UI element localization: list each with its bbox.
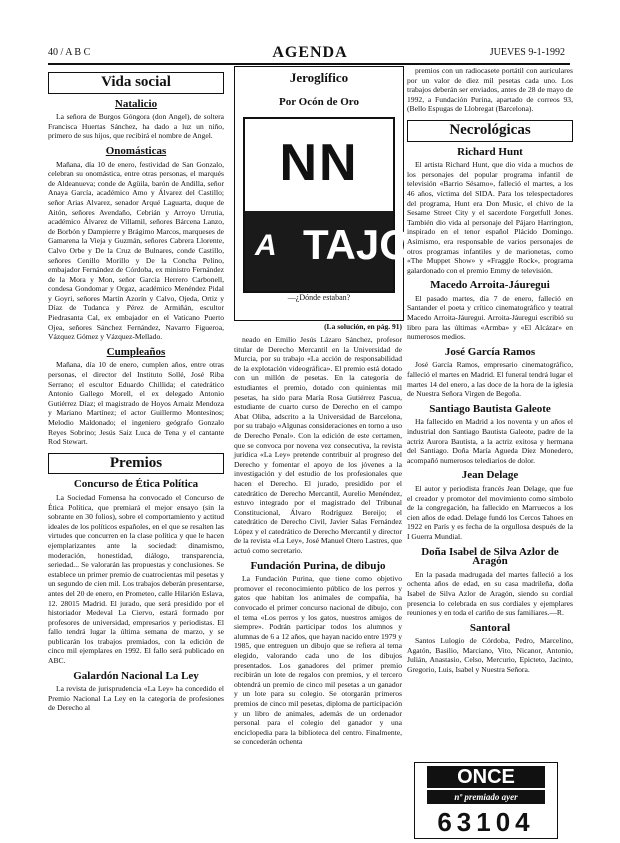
onomasticas-text: Mañana, día 10 de enero, festividad de San Gonzalo, celebran su onomástica, entre otras personas, el marqués de Aldeanueva; conde de Agüila, barón de Andilla, señor Anaya García, académico Amo y Álvarez del Castillo; señor Arias Alvarez, senador Arqué Laguarta, duque de Aitón, señores Avendaño, Cebrián y Arroyo Urrutia, académico Álvarez de Villamil, señores Bárcena Lanzo, de Borbón y Dampierre y Brágimo Marcos, marqueses de Gamarena la Vieja y Guzmán, señores Cabrera Llorente, Calvo Orbe y De la Cruz de Bulnares, conde Castillo, señores Cenillo Morillo y De la Concha Pelino, embajador Fernández de Córdoba, ex ministro Fernández de la Mora y Mon, señor García Herrero Carbonell, condesa Gondomar y Orgaz, académico Menéndez Pidal y Goyri, señores Martín Azorín y Calvo, Ojeda, Ortiz y Díaz de Tudanca y Pérez de Armiñán, escultor Piedrasanta Cal, ex embajador en el Vaticano Puerto Ojea, señores Sánchez Fernández, Navarro Figueroa, Vázquez Gómez y Vázquez-Mellado. <box>48 159 224 342</box>
hunt-heading: Richard Hunt <box>457 145 523 158</box>
column-right <box>407 66 573 675</box>
vida-social-title: Vida social <box>48 72 224 94</box>
necrologicas-title: Necrológicas <box>407 120 573 142</box>
delage-text: El autor y periodista francés Jean Delage, que fue el creador y promotor del movimiento como símbolo de la congregación, ha fallecido en Marruecos a los cien años de edad. Delage fundó los Cercos Tahoes en 1922 en París y es fecha de la orgullosa después de la I Guerra Mundial. <box>407 483 573 541</box>
etica-text: La Sociedad Fomensa ha convocado el Concurso de Ética Política, que premiará el mejor ensayo (sin la sobrante en 30 folios), sobre el comportamiento y actitud ideales de los políticos españoles, en el que se resalten las virtudes que concurren en la clase política y que le hacen ejemplarizantes ante la sociedad: dinamismo, moderación, honestidad, diálogo, transparencia, seriedad... Se valorarán las propuestas y conclusiones. Se establece un primer premio de cuatrocientas mil pesetas y un segundo de cien mil. Los trabajos deberán presentarse, antes del 20 de enero, en Prometeo, calle Hilarión Eslava, 12. 28015 Madrid. El jurado, que será presidido por el historiador Medeval La Ciervo, estará formado por profesores de universidad, empresarios y periodistas. El fallo tendrá lugar la última semana de marzo, y se publicarán los trabajos premiados, con la edición de cinco mil ejemplares en 1992. El fallo será publicado en ABC. <box>48 492 224 666</box>
section-title: AGENDA <box>272 44 348 61</box>
natalicio-heading: Natalicio <box>114 97 158 110</box>
galeote-heading: Santiago Bautista Galeote <box>429 402 551 415</box>
cumpleanos-heading: Cumpleaños <box>106 345 166 358</box>
silva-text: En la pasada madrugada del martes falleció a los ochenta años de edad, en su casa madrileña, doña Isabel de Silva Azlor de Aragón, siendo su cordial presencia lo celebrada en sus cordiales y ejemplares reuniones y en toda el cariño de sus familiares.—R. <box>407 569 573 618</box>
silva-heading: Doña Isabel de Silva Azlor de Aragón <box>421 545 559 568</box>
once-lottery-box <box>414 762 558 839</box>
delage-heading: Jean Delage <box>461 469 519 482</box>
puzzle-a: A <box>255 229 277 262</box>
hunt-text: El artista Richard Hunt, que dio vida a muchos de los personajes del popular programa infantil de televisión «Barrio Sésamo», falleció el martes, a los 46 años, víctima del SIDA. Para los telespectadores del programa, Hunt era Don Music, el chivo de la Sesame Street City y el sacerdote Forgetfull Jones. También dio vida al personaje del Pájaro Harrington, inspirado en el tenor español Plácido Domingo. Asimismo, era responsable de varios personajes de otros programas infantiles y de marionetas, como «The Muppet Show» y «Fraggle Rock», programa galardonado con el premio Emmy de televisión. <box>407 160 573 275</box>
arroita-text: El pasado martes, día 7 de enero, falleció en Santander el poeta y crítico cinematográfico y teatral Macedo Arroita-Jáuregui. Arroita-Jáuregui escribió su libro para las últimas «Armba» y «El Alcázar» en numerosos medios. <box>407 293 573 342</box>
ramos-heading: José García Ramos <box>444 345 536 358</box>
purina-continued-text: premios con un radiocasete portátil con auriculares por un valor de diez mil pesetas cada uno. Los trabajos deberán ser enviados, antes de 28 de mayo de 1992, a Fundación Purina, apartado de correos 93, (Bello Espugas de Llobregat (Barcelona). <box>407 66 573 114</box>
puzzle-tajo: TAJO <box>303 221 412 268</box>
premios-title: Premios <box>48 453 224 475</box>
page-number: 40 / A B C <box>48 47 91 58</box>
column-middle <box>234 335 402 747</box>
once-subtitle: nº premiado ayer <box>427 790 545 804</box>
jeroglifico-author: Por Ocón de Oro <box>279 96 359 108</box>
column-left <box>48 66 224 713</box>
santoral-heading: Santoral <box>469 621 511 634</box>
jeroglifico-title: Jeroglífico <box>289 70 349 85</box>
ley-text: La revista de jurisprudencia «La Ley» ha concedido el Premio Nacional La Ley en la categoría de profesiones de Derecho al <box>48 684 224 713</box>
puzzle-nn: NN <box>279 134 359 192</box>
santoral-text: Santos Lulogio de Córdoba, Pedro, Marcelino, Agatón, Basilio, Marciano, Vito, Nicanor, Antonio, Julián, Anastasio, Celso, Mercurio, Epicteto, Jacinto, Gregorio, Luis, Isabel y Nuestra Señora. <box>407 636 573 675</box>
ramos-text: José García Ramos, empresario cinematográfico, falleció el martes en Madrid. El funeral tendrá lugar el martes 14 del enero, a las doce de la hora de la iglesia de Nuestra Señora Virgen de Begoña. <box>407 360 573 399</box>
jeroglifico-puzzle <box>243 117 412 293</box>
issue-date: JUEVES 9-1-1992 <box>489 47 565 58</box>
arroita-heading: Macedo Arroita-Jáuregui <box>430 279 550 292</box>
ley-continued-text: neado en Emilio Jesús Lázaro Sánchez, profesor titular de Derecho Mercantil en la Universidad de Murcia, por su trabajo «La acción de responsabilidad de la explotación videográfica». El premio está dotado con un millón de pesetas. En la categoría de estudiantes el premio, dotado con quinientas mil pesetas, ha sido para María Rosa Gutiérrez Pascua, estudiante de cuarto curso de Derecho en el campo Abat Oliba, adscrito a la Universidad de Barcelona, por su trabajo «Algunas consideraciones en torno a uso de Derecho Penal». Con la edición de este certamen, que se convoca por novena vez consecutiva, la revista jurídica «La Ley» pretende contribuir al progreso del Derecho y fomentar el apoyo de los jóvenes a la investigación y del estudio de los profesionales que hacen el Derecho. El jurado, presidido por el catedrático de Derecho Mercantil, Aurelio Menéndez, estuvo integrado por el magistrado del Tribunal Constitucional, Álvaro Rodríguez Bereijo; el catedrático de Derecho Civil, Javier Salas Fernández López y el catedrático de Derecho Mercantil y director de la revista «La Ley», José Manuel Otero Lastres, que actuó como secretario. <box>234 335 402 556</box>
cumpleanos-text: Mañana, día 10 de enero, cumplen años, entre otras personas, el director del Instituto Sollé, José Riba Serrano; el escultor Eduardo Chillida; el catedrático Antonio Gallego Morell, el ex delegado Antonio Gutiérrez Díaz; el magistrado de Hoyos Arnaiz Mendoza y Mariano Martínez; el actor Guillermo Montesinos; Melodio Maldonado; el ingeniero geógrafo Gonzalo Reyes Sobrino; Jesús Saiz Luca de Tena y el cantante Rod Stewart. <box>48 360 224 447</box>
galeote-text: Ha fallecido en Madrid a los noventa y un años el industrial don Santiago Bautista Galeote, padre de la actriz Aurora Bautista, a la actriz exitosa y hermana del Santiago. Doña María Agueda Díez Monedero, acompañó numerosos telediarios de dolor. <box>407 417 573 465</box>
page-header <box>0 44 620 64</box>
jeroglifico-box <box>234 66 412 321</box>
once-logo: ONCE <box>427 766 545 788</box>
ley-heading: Galardón Nacional La Ley <box>73 669 199 682</box>
jeroglifico-question: —¿Dónde estaban? <box>287 293 351 302</box>
onomasticas-heading: Onomásticas <box>105 144 167 157</box>
header-rule <box>48 63 570 65</box>
purina-text: La Fundación Purina, que tiene como objetivo promover el reconocimiento público de los perros y gatos que habitan los animales de compañía, ha convocado el primer concurso nacional de dibujo, con el tema «Los perros y los gatos, nuestros amigos de siempre». Podrán participar todos los alumnos y alumnas de 6 a 12 años, que hayan nacido entre 1979 y 1985, que entreguen un dibujo que se refiera al tema elegido, valorando cada uno de los dibujos presentados. Los ganadores del primer premio recibirán un lote de regalos con premios, y el tercero obtendrá un premio de cinco mil pesetas a un ganador y un lote para su colegio. Se otorgarán primeros premios de cinco mil pesetas, diploma de participación y un libro de animales, además de un ordenador personal para el colegio del ganador y una enciclopedia para la biblioteca del centro. Finalmente, se concederán ochenta <box>234 574 402 747</box>
natalicio-text: La señora de Burgos Góngora (don Angel), de soltera Francisca Huertas Sánchez, ha dado a luz un niño, primero de sus hijos, que recibirá el nombre de Angel. <box>48 112 224 141</box>
etica-heading: Concurso de Ética Política <box>73 478 199 491</box>
jeroglifico-solution: (La solución, en pág. 91) <box>324 322 402 331</box>
purina-heading: Fundación Purina, de dibujo <box>250 559 386 572</box>
once-winning-number: 63104 <box>437 807 535 837</box>
